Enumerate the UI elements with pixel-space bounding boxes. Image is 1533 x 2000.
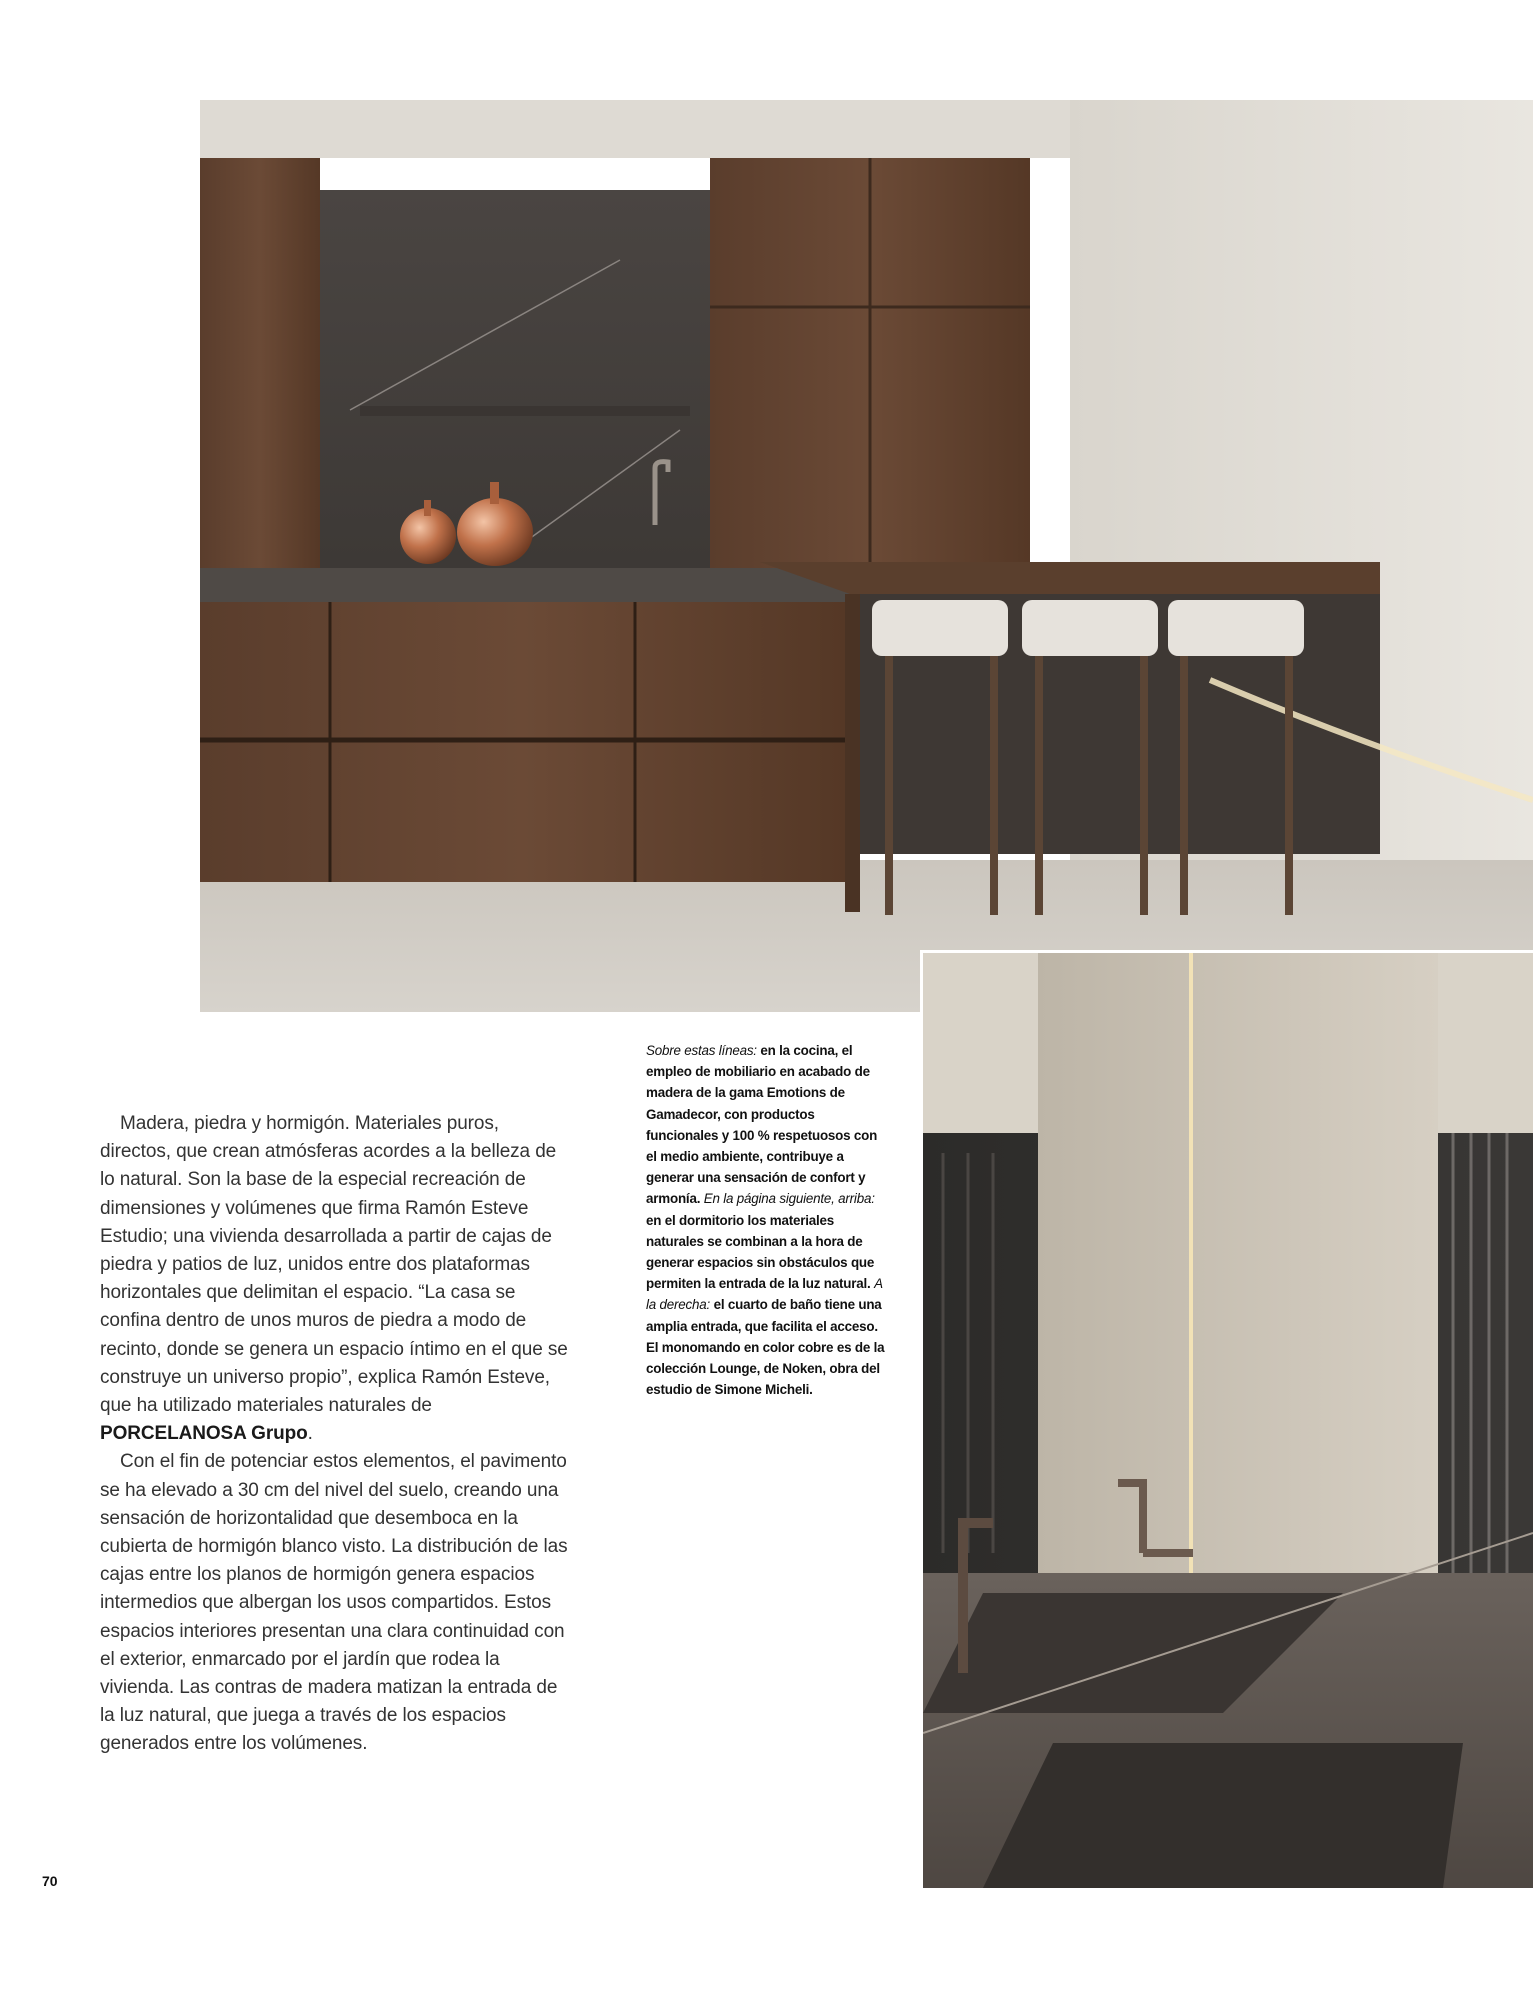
article-paragraph-2: Con el fin de potenciar estos elementos, el pavimento se ha elevado a 30 cm del nivel del suelo, creando una sensación de horizontalidad que desemboca en la cubierta de hormigón blanco visto. La distribución de las cajas entre los planos de hormigón genera espacios intermedios que albergan los usos compartidos. Estos espacios interiores presentan una clara continuidad con el exterior, enmarcado por el jardín que rodea la vivienda. Las contras de madera matizan la entrada de la luz natural, que juega a través de los espacios generados entre los volúmenes. <box>100 1451 568 1755</box>
article-body <box>100 1110 570 1759</box>
caption-lead-2: En la página siguiente, arriba: <box>703 1191 875 1207</box>
kitchen-illustration <box>200 100 1533 1012</box>
brand-name: PORCELANOSA Grupo <box>100 1423 308 1445</box>
caption-lead-3: A la derecha: <box>646 1276 883 1313</box>
bathroom-illustration <box>923 953 1533 1888</box>
paragraph-1-text: Madera, piedra y hormigón. Materiales puros, directos, que crean atmósferas acordes a la belleza de lo natural. Son la base de la especial recreación de dimensiones y volúmenes que firma Ramón Esteve Estudio; una vivienda desarrollada a partir de cajas de piedra y patios de luz, unidos entre dos plataformas horizontales que delimitan el espacio. “La casa se confina dentro de unos muros de piedra a modo de recinto, donde se genera un espacio íntimo en el que se construye un universo propio”, explica Ramón Esteve, que ha utilizado materiales naturales de <box>100 1113 568 1417</box>
bathroom-photo <box>923 953 1533 1888</box>
page-number: 70 <box>42 1873 58 1889</box>
paragraph-1-end: . <box>307 1423 313 1445</box>
article-paragraph-1 <box>100 1110 570 1448</box>
caption-text-2: en el dormitorio los materiales naturales se combinan a la hora de generar espacios sin obstáculos que permiten la entrada de la luz natural. <box>646 1212 875 1292</box>
caption-text-3: el cuarto de baño tiene una amplia entrada, que facilita el acceso. El monomando en color cobre es de la colección Lounge, de Noken, obra del estudio de Simone Micheli. <box>646 1297 885 1398</box>
caption-lead-1: Sobre estas líneas: <box>646 1043 757 1058</box>
caption-text-1: en la cocina, el empleo de mobiliario en acabado de madera de la gama Emotions de Gamadecor, con productos funcionales y 100 % respetuosos con el medio ambiente, contribuye a generar una sensación de confort y armonía. <box>646 1043 878 1207</box>
photo-caption <box>646 1040 886 1400</box>
kitchen-photo <box>200 100 1533 1012</box>
